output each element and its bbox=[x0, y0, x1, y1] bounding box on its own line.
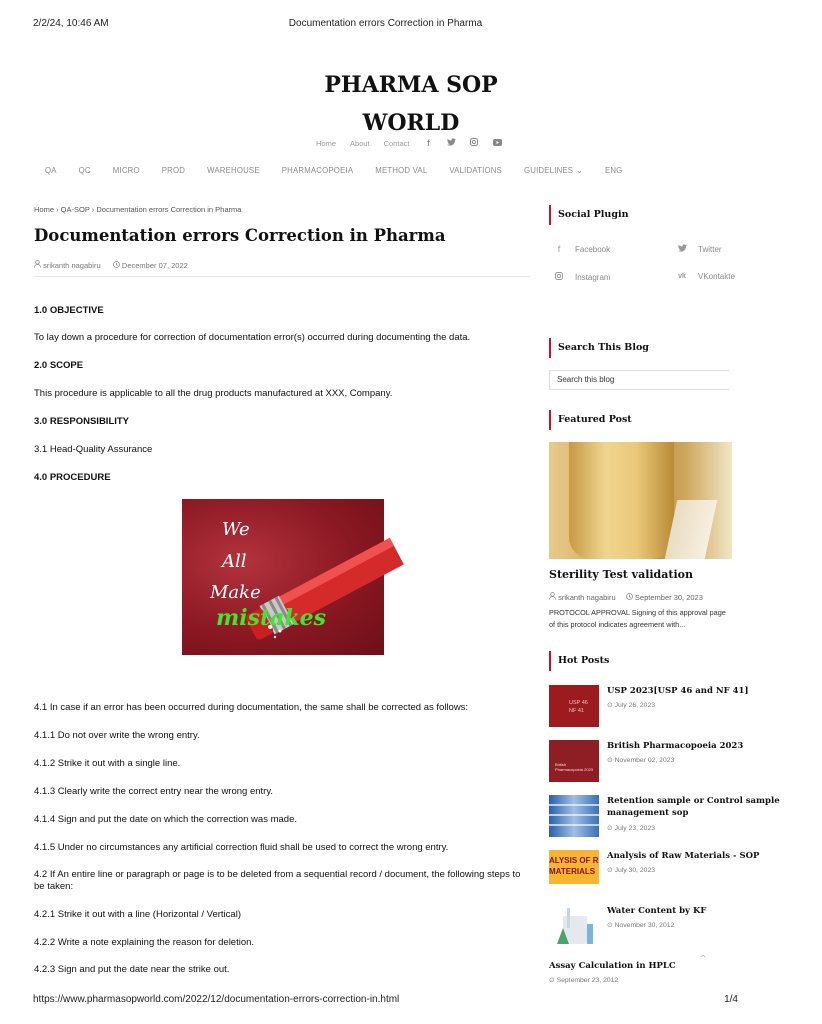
hot-post-thumb-bp[interactable] bbox=[549, 740, 599, 782]
featured-post-meta bbox=[549, 592, 703, 602]
nav-item-prod[interactable]: PROD bbox=[161, 165, 186, 175]
procedure-4-1: 4.1 In case if an error has been occurred during documentation, the same shall be corrected as follows: bbox=[34, 702, 469, 713]
hot-post-date-raw-text: July 30, 2023 bbox=[614, 867, 656, 874]
we-all-make-mistakes-image bbox=[182, 499, 384, 655]
clock-icon: ⊙ bbox=[607, 757, 615, 764]
featured-post-date: September 30, 2023 bbox=[634, 593, 703, 602]
twitter-icon[interactable] bbox=[446, 138, 456, 148]
nav-item-micro[interactable]: MICRO bbox=[112, 165, 140, 175]
hot-post-title-hplc[interactable]: Assay Calculation in HPLC bbox=[549, 961, 676, 971]
print-page-number: 1/4 bbox=[724, 994, 738, 1005]
image-word-we: We bbox=[222, 519, 250, 540]
vk-icon: vk bbox=[678, 273, 686, 280]
hot-post-thumb-usp[interactable] bbox=[549, 685, 599, 727]
nav-item-qc[interactable]: QC bbox=[78, 165, 91, 175]
print-datetime: 2/2/24, 10:46 AM bbox=[33, 18, 109, 29]
search-input[interactable]: Search this blog bbox=[549, 370, 729, 390]
featured-post-heading: Featured Post bbox=[549, 410, 632, 430]
procedure-4-2-2: 4.2.2 Write a note explaining the reason for deletion. bbox=[34, 937, 255, 948]
clock-icon: ⊙ bbox=[607, 867, 615, 874]
hot-post-thumb-kf[interactable] bbox=[549, 904, 599, 946]
nav-item-guidelines-label: GUIDELINES bbox=[523, 165, 574, 175]
procedure-4-1-3: 4.1.3 Clearly write the correct entry near the wrong entry. bbox=[34, 786, 274, 797]
hot-post-date-retention bbox=[607, 824, 655, 832]
section-procedure-heading: 4.0 PROCEDURE bbox=[34, 472, 111, 483]
procedure-4-1-5: 4.1.5 Under no circumstances any artificial correction fluid shall be used to correct the wrong entry. bbox=[34, 842, 449, 853]
clock-icon bbox=[113, 261, 122, 270]
procedure-4-2-3: 4.2.3 Sign and put the date near the strike out. bbox=[34, 964, 230, 975]
clock-icon: ⊙ bbox=[607, 702, 615, 709]
featured-post-author[interactable]: srikanth nagabiru bbox=[558, 593, 616, 602]
hot-posts-heading: Hot Posts bbox=[549, 651, 609, 671]
image-word-make: Make bbox=[210, 582, 261, 603]
hot-post-thumb-raw[interactable] bbox=[549, 850, 599, 884]
clock-icon: ⊙ bbox=[607, 922, 615, 929]
social-vkontakte[interactable] bbox=[676, 272, 735, 281]
hot-post-date-usp bbox=[607, 701, 655, 709]
hot-post-date-kf bbox=[607, 921, 674, 929]
vial-shape bbox=[569, 442, 674, 559]
hot-post-date-raw bbox=[607, 866, 655, 874]
social-facebook[interactable] bbox=[553, 244, 610, 254]
print-url: https://www.pharmasopworld.com/2022/12/documentation-errors-correction-in.html bbox=[33, 994, 400, 1005]
image-word-mistakes: mistakes bbox=[216, 605, 327, 631]
search-heading: Search This Blog bbox=[549, 338, 649, 358]
social-instagram[interactable] bbox=[553, 272, 611, 282]
hot-post-date-hplc bbox=[549, 976, 618, 984]
nav-item-eng[interactable]: ENG bbox=[604, 165, 623, 175]
social-facebook-label: Facebook bbox=[575, 244, 611, 254]
featured-post-image[interactable] bbox=[549, 442, 732, 559]
instagram-icon[interactable] bbox=[469, 138, 479, 148]
social-plugin-heading: Social Plugin bbox=[549, 205, 628, 225]
hot-post-thumb-usp-text: USP 46 NF 41 bbox=[569, 700, 588, 714]
hot-post-date-bp bbox=[607, 756, 674, 764]
site-title-line2-text: WORLD bbox=[362, 110, 460, 136]
featured-post-snippet: PROTOCOL APPROVAL Signing of this approval page of this protocol indicates agreement with... bbox=[549, 608, 726, 629]
twitter-icon bbox=[676, 244, 688, 254]
shelves-icon bbox=[549, 795, 599, 837]
hot-post-thumb-raw-text: ALYSIS OF R MATERIALS bbox=[549, 856, 599, 876]
hot-post-thumb-bp-text: British Pharmacopoeia 2023 bbox=[555, 762, 594, 772]
section-responsibility-heading: 3.0 RESPONSIBILITY bbox=[34, 416, 130, 427]
hot-post-thumb-retention[interactable] bbox=[549, 795, 599, 837]
instagram-icon bbox=[553, 272, 565, 282]
print-header bbox=[33, 18, 738, 32]
nav-item-validations[interactable]: VALIDATIONS bbox=[449, 165, 502, 175]
post-author[interactable]: srikanth nagabiru bbox=[43, 261, 101, 270]
lab-glassware-icon bbox=[549, 904, 599, 946]
facebook-icon: f bbox=[557, 244, 561, 254]
site-title-wrap bbox=[0, 66, 768, 142]
print-footer bbox=[33, 994, 738, 1008]
youtube-icon[interactable] bbox=[492, 138, 502, 148]
top-link-contact[interactable]: Contact bbox=[383, 138, 410, 148]
section-scope-heading: 2.0 SCOPE bbox=[34, 360, 84, 371]
social-twitter-label: Twitter bbox=[698, 244, 722, 254]
clock-icon: ⊙ bbox=[549, 977, 557, 984]
post-title: Documentation errors Correction in Pharma bbox=[34, 226, 446, 245]
breadcrumb[interactable]: Home › QA-SOP › Documentation errors Correction in Pharma bbox=[34, 205, 242, 214]
top-link-home[interactable]: Home bbox=[316, 138, 337, 148]
divider bbox=[34, 276, 530, 277]
clock-icon: ⊙ bbox=[607, 825, 615, 832]
pencil-eraser-icon bbox=[182, 499, 384, 655]
user-icon bbox=[549, 593, 558, 602]
objective-text: To lay down a procedure for correction of documentation error(s) occurred during documenting the data. bbox=[34, 332, 471, 343]
hot-post-date-retention-text: July 23, 2023 bbox=[614, 825, 656, 832]
site-title-line1-text: PHARMA SOP bbox=[324, 72, 498, 98]
main-nav bbox=[45, 163, 644, 177]
post-date: December 07, 2022 bbox=[121, 261, 188, 270]
top-links bbox=[316, 136, 515, 150]
post-meta bbox=[34, 260, 188, 270]
nav-item-qa[interactable]: QA bbox=[45, 165, 57, 175]
procedure-4-1-2: 4.1.2 Strike it out with a single line. bbox=[34, 758, 181, 769]
hot-post-date-bp-text: November 02, 2023 bbox=[614, 757, 675, 764]
procedure-4-1-1: 4.1.1 Do not over write the wrong entry. bbox=[34, 730, 200, 741]
hot-post-date-kf-text: November 30, 2012 bbox=[614, 922, 675, 929]
nav-item-guidelines[interactable] bbox=[524, 166, 583, 175]
hot-post-title-retention-line2[interactable]: management sop bbox=[607, 808, 689, 818]
top-link-about[interactable]: About bbox=[350, 138, 370, 148]
nav-item-method-val[interactable]: METHOD VAL bbox=[375, 165, 428, 175]
nav-item-warehouse[interactable]: WAREHOUSE bbox=[207, 165, 260, 175]
hot-post-date-hplc-text: September 23, 2012 bbox=[556, 977, 619, 984]
procedure-4-1-4: 4.1.4 Sign and put the date on which the correction was made. bbox=[34, 814, 297, 825]
procedure-4-2-1: 4.2.1 Strike it out with a line (Horizontal / Vertical) bbox=[34, 909, 241, 920]
scope-text: This procedure is applicable to all the drug products manufactured at XXX, Company. bbox=[34, 388, 393, 399]
section-objective-heading: 1.0 OBJECTIVE bbox=[34, 305, 104, 316]
social-twitter[interactable] bbox=[676, 244, 722, 254]
print-doc-title: Documentation errors Correction in Pharma bbox=[288, 18, 483, 29]
hot-post-title-kf[interactable]: Water Content by KF bbox=[607, 906, 707, 916]
hot-post-title-retention[interactable]: Retention sample or Control sample bbox=[607, 796, 780, 806]
social-instagram-label: Instagram bbox=[575, 272, 611, 282]
hot-post-title-usp[interactable]: USP 2023[USP 46 and NF 41] bbox=[607, 686, 749, 696]
facebook-icon[interactable]: f bbox=[427, 138, 430, 148]
user-icon bbox=[34, 261, 43, 270]
chevron-down-icon: ⌄ bbox=[576, 165, 583, 175]
responsibility-text: 3.1 Head-Quality Assurance bbox=[34, 444, 153, 455]
hot-post-date-usp-text: July 26, 2023 bbox=[614, 702, 656, 709]
hot-post-title-raw[interactable]: Analysis of Raw Materials - SOP bbox=[607, 851, 760, 861]
nav-item-pharmacopoeia[interactable]: PHARMACOPOEIA bbox=[281, 165, 354, 175]
image-word-all: All bbox=[222, 551, 247, 572]
scroll-to-top-icon[interactable]: ⌃ bbox=[699, 954, 708, 965]
clock-icon bbox=[626, 593, 635, 602]
procedure-4-2: 4.2 If An entire line or paragraph or page is to be deleted from a sequential record / document, the following steps to be taken: bbox=[34, 869, 521, 892]
featured-post-title[interactable]: Sterility Test validation bbox=[549, 568, 693, 581]
hot-post-title-bp[interactable]: British Pharmacopoeia 2023 bbox=[607, 741, 744, 751]
social-vkontakte-label: VKontakte bbox=[698, 272, 735, 281]
